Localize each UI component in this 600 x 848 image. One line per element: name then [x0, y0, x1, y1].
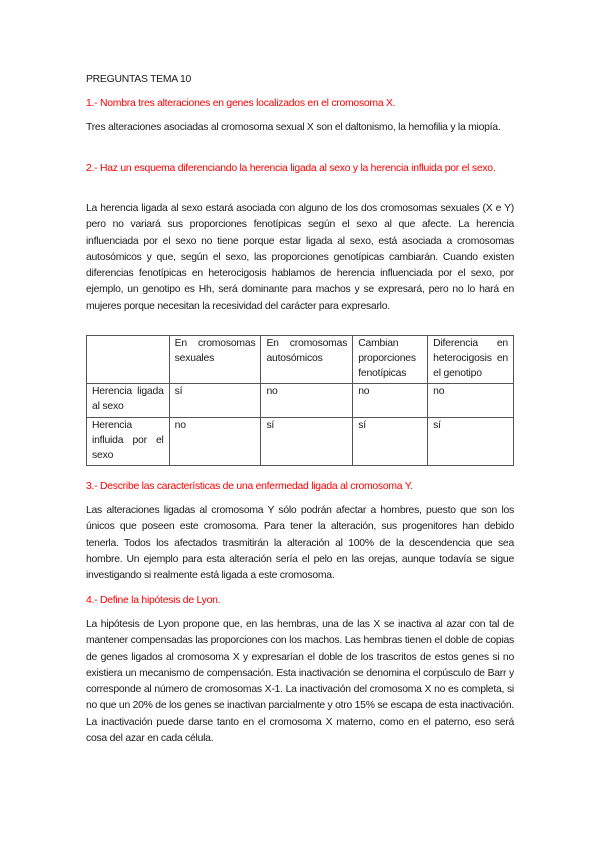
table-header-cell: En cromosomas autosómicos	[261, 336, 353, 384]
comparison-table	[86, 335, 514, 466]
document-title: PREGUNTAS TEMA 10	[86, 74, 192, 85]
question-4: 4.- Define la hipótesis de Lyon.	[86, 595, 221, 606]
answer-3: Las alteraciones ligadas al cromosoma Y sólo podrán afectar a hombres, puesto que son los únicos que poseen este cromosoma. Para tener la alteración, sus progenitores han debido tenerla. Todos los afectados trasmitirán la alteración al 100% de la descendencia que sea hombre. Un ejemplo para esta alteración sería el pelo en las orejas, aunque todavía se sigue investigando si realmente está ligada a este cromosoma.	[86, 505, 514, 582]
table-cell: no	[353, 384, 428, 418]
row-label: Herencia ligada al sexo	[87, 384, 170, 418]
table-cell: no	[428, 384, 514, 418]
table-header-cell: En cromosomas sexuales	[169, 336, 261, 384]
table-row	[87, 384, 514, 418]
table-cell: sí	[428, 417, 514, 465]
table-cell: no	[169, 417, 261, 465]
answer-4: La hipótesis de Lyon propone que, en las hembras, una de las X se inactiva al azar con tal de mantener compensadas las proporciones con los machos. Las hembras tienen el doble de copias de genes ligados al cromosoma X y expresarían el doble de los trascritos de estos genes si no existiera un mecanismo de compensación. Esta inactivación se denomina el corpúsculo de Barr y corresponde al número de cromosomas X-1. La inactivación del cromosoma X no es completa, si no que un 20% de los genes se inactivan parcialmente y otro 15% se escapa de esta inactivación. La inactivación puede darse tanto en el cromosoma X materno, como en el paterno, eso será cosa del azar en cada célula.	[86, 619, 514, 745]
table-header-cell: Diferencia en heterocigosis en el genotipo	[428, 336, 514, 384]
table-cell: sí	[261, 417, 353, 465]
table-cell: sí	[169, 384, 261, 418]
table-header-cell	[87, 336, 170, 384]
answer-1: Tres alteraciones asociadas al cromosoma sexual X son el daltonismo, la hemofilia y la miopía.	[86, 122, 501, 133]
answer-2: La herencia ligada al sexo estará asociada con alguno de los dos cromosomas sexuales (X e Y) pero no variará sus proporciones fenotípicas según el sexo al que afecte. La herencia influenciada por el sexo no tiene porque estar ligada al sexo, está asociada a cromosomas autosómicos y que, según el sexo, las proporciones genotípicas cambiarán. Cuando existen diferencias fenotípicas en heterocigosis hablamos de herencia influenciada por el sexo, por ejemplo, un genotipo es Hh, será dominante para machos y se expresará, pero no lo hará en mujeres porque necesitan la recesividad del carácter para expresarlo.	[86, 203, 514, 312]
table-cell: sí	[353, 417, 428, 465]
table-row	[87, 417, 514, 465]
table-header-row	[87, 336, 514, 384]
question-2: 2.- Haz un esquema diferenciando la herencia ligada al sexo y la herencia influida por el sexo.	[86, 163, 496, 174]
table-header-cell: Cambian proporciones fenotípicas	[353, 336, 428, 384]
question-3: 3.- Describe las características de una enfermedad ligada al cromosoma Y.	[86, 481, 413, 492]
question-1: 1.- Nombra tres alteraciones en genes localizados en el cromosoma X.	[86, 98, 396, 109]
table-cell: no	[261, 384, 353, 418]
row-label: Herencia influida por el sexo	[87, 417, 170, 465]
